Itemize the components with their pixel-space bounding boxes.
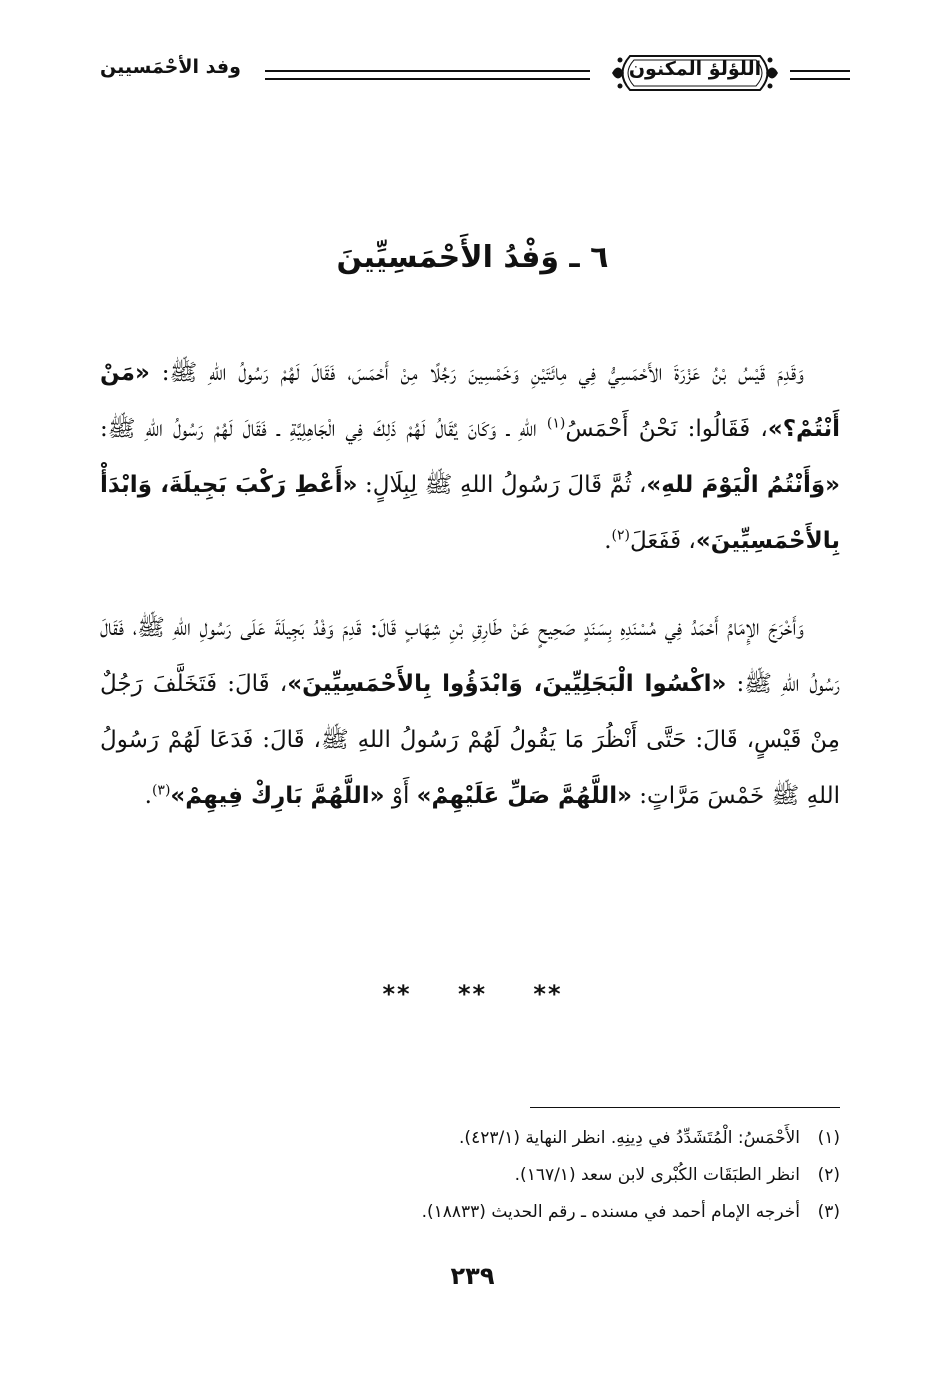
text-span: وَأَخْرَجَ الإِمَامُ أَحْمَدُ فِي مُسْنَدِهِ بِسَنَدٍ صَحِيحٍ عَنْ طَارِقِ بْنِ شِهَابٍ قَالَ: قَدِمَ وَفْدُ بَجِيلَةَ عَلَى رَسُولِ اللهِ ﷺ، فَقَالَ رَسُولُ اللهِ ﷺ: — [100, 615, 840, 697]
footnote-ref: (٢) — [611, 527, 630, 544]
prophetic-quote: «أَعْطِ رَكْبَ بَجِيلَةَ، وَابْدَأْ بِالأَحْمَسِيِّينَ» — [100, 472, 840, 554]
text-span: اللهِ ـ وَكَانَ يُقَالُ لَهُمْ ذَلِكَ فِي الْجَاهِلِيَّةِ ـ فَقَالَ لَهُمْ رَسُولُ اللهِ ﷺ: — [100, 416, 547, 442]
footnote-number: (٣) — [817, 1202, 840, 1222]
prophetic-quote: «مَنْ أَنْتُمْ؟» — [100, 360, 841, 442]
book-title: اللؤلؤ المكنون — [628, 58, 762, 80]
text-span: ، فَفَعَلَ — [629, 528, 696, 554]
footnote-item — [100, 1194, 840, 1231]
footnote-number: (١) — [817, 1128, 840, 1148]
paragraph-2 — [100, 600, 840, 824]
text-span: ، قَالَ: فَتَخَلَّفَ رَجُلٌ مِنْ قَيْسٍ، قَالَ: حَتَّى أَنْظُرَ مَا يَقُولُ لَهُمْ رَسُولُ اللهِ ﷺ، قَالَ: فَدَعَا لَهُمْ رَسُولُ اللهِ ﷺ خَمْسَ مَرَّاتٍ: — [100, 671, 840, 809]
separator-stars: ** — [533, 980, 563, 1008]
text-span: ، ثُمَّ قَالَ رَسُولُ اللهِ ﷺ لِبِلَالٍ: — [357, 472, 647, 498]
footnote-number: (٢) — [817, 1165, 840, 1185]
prophetic-quote: «اللَّهُمَّ بَارِكْ فِيهِمْ» — [170, 783, 385, 809]
footnote-ref: (٣) — [151, 782, 171, 799]
page-number: ٢٣٩ — [450, 1262, 495, 1290]
footnote-divider — [530, 1107, 840, 1108]
text-span: . — [144, 783, 152, 809]
book-title-ornament — [610, 50, 780, 96]
prophetic-quote: «اكْسُوا الْبَجَلِيِّينَ، وَابْدَؤُوا بِالأَحْمَسِيِّينَ» — [287, 671, 727, 697]
text-span: ، فَقَالُوا: نَحْنُ أَحْمَسُ — [565, 416, 768, 442]
footnotes — [100, 1120, 840, 1231]
footnote-text: انظر الطبَقَات الكُبْرى لابن سعد (١٦٧/١). — [514, 1165, 800, 1185]
footnote-text: أخرجه الإمام أحمد في مسنده ـ رقم الحديث (١٨٨٣٣). — [421, 1202, 800, 1222]
text-span: . — [604, 528, 612, 554]
prophetic-quote: «اللَّهُمَّ صَلِّ عَلَيْهِمْ» — [416, 783, 632, 809]
paragraph-1 — [100, 345, 840, 569]
section-separator — [0, 980, 945, 1008]
text-span: أَوْ — [384, 783, 417, 809]
running-section-title: وفد الأحْمَسيين — [100, 56, 241, 78]
running-header — [100, 40, 850, 106]
text-span: وَقَدِمَ قَيْسُ بْنُ عَزْرَةَ الأَحْمَسِيُّ فِي مِائَتَيْنِ وَخَمْسِينَ رَجُلًا مِنْ أَحْمَسَ، فَقَالَ لَهُمْ رَسُولُ اللهِ ﷺ: — [149, 360, 804, 386]
header-rule-left — [265, 70, 590, 80]
header-rule-right — [790, 70, 850, 80]
footnote-item — [100, 1157, 840, 1194]
chapter-title: ٦ ـ وَفْدُ الأَحْمَسِيِّينَ — [336, 240, 609, 275]
footnote-item — [100, 1120, 840, 1157]
footnote-text: الأَحْمَسُ: الْمُتَشَدِّدُ في دِينِهِ. انظر النهاية (٤٢٣/١). — [459, 1128, 800, 1148]
footnote-ref: (١) — [546, 415, 566, 432]
separator-stars: ** — [457, 980, 488, 1008]
prophetic-quote: «وَأَنْتُمُ الْيَوْمَ للهِ» — [646, 472, 840, 498]
separator-stars: ** — [382, 980, 412, 1008]
